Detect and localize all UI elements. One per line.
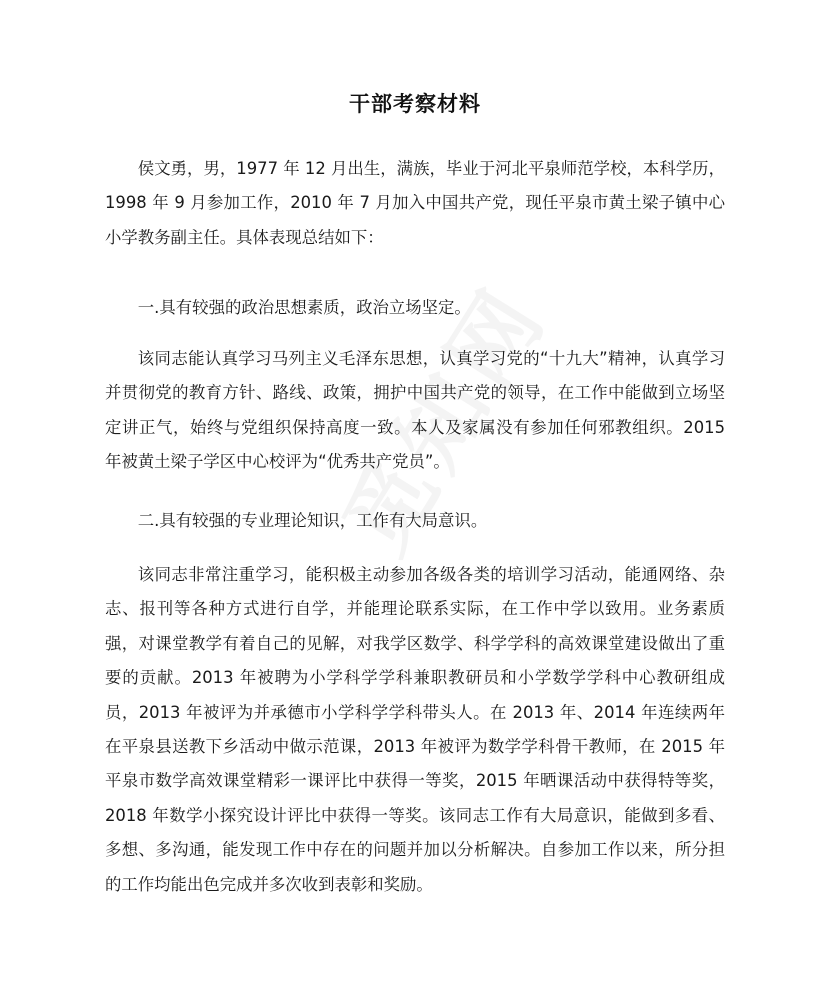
professional-paragraph <box>105 558 725 902</box>
section-heading-professional <box>105 504 725 538</box>
section-heading-text: 二.具有较强的专业理论知识，工作有大局意识。 <box>137 511 488 530</box>
paragraph-text: 该同志非常注重学习，能积极主动参加各级各类的培训学习活动，能通网络、杂志、报刊等各种方式进行自学，并能理论联系实际，在工作中学以致用。业务素质强，对课堂教学有着自己的见解，对我学区数学、科学学科的高效课堂建设做出了重要的贡献。2013 年被聘为小学科学学科兼职教研员和小学数学学科中心教研组成员，2013 年被评为并承德市小学科学学科带头人。在 2013 年、2014 年连续两年在平泉县送教下乡活动中做示范课，2013 年被评为数学学科骨干教师，在 2015 年平泉市数学高效课堂精彩一课评比中获得一等奖，2015 年晒课活动中获得特等奖，2018 年数学小探究设计评比中获得一等奖。该同志工作有大局意识，能做到多看、多想、多沟通，能发现工作中存在的问题并加以分析解决。自参加工作以来，所分担的工作均能出色完成并多次收到表彰和奖励。 <box>105 565 725 894</box>
document-title: 干部考察材料 <box>349 92 481 116</box>
political-paragraph <box>105 342 725 480</box>
intro-paragraph <box>105 152 725 255</box>
paragraph-text: 该同志能认真学习马列主义毛泽东思想，认真学习党的“十九大”精神，认真学习并贯彻党的教育方针、路线、政策，拥护中国共产党的领导，在工作中能做到立场坚定讲正气，始终与党组织保持高度一致。本人及家属没有参加任何邪教组织。2015 年被黄土梁子学区中心校评为“优秀共产党员”。 <box>105 349 725 472</box>
section-heading-text: 一.具有较强的政治思想素质，政治立场坚定。 <box>137 298 471 317</box>
section-heading-political <box>105 291 725 325</box>
paragraph-text: 侯文勇，男，1977 年 12 月出生，满族，毕业于河北平泉师范学校，本科学历，1998 年 9 月参加工作，2010 年 7 月加入中国共产党，现任平泉市黄土梁子镇中心小学教务副主任。具体表现总结如下： <box>105 159 725 247</box>
